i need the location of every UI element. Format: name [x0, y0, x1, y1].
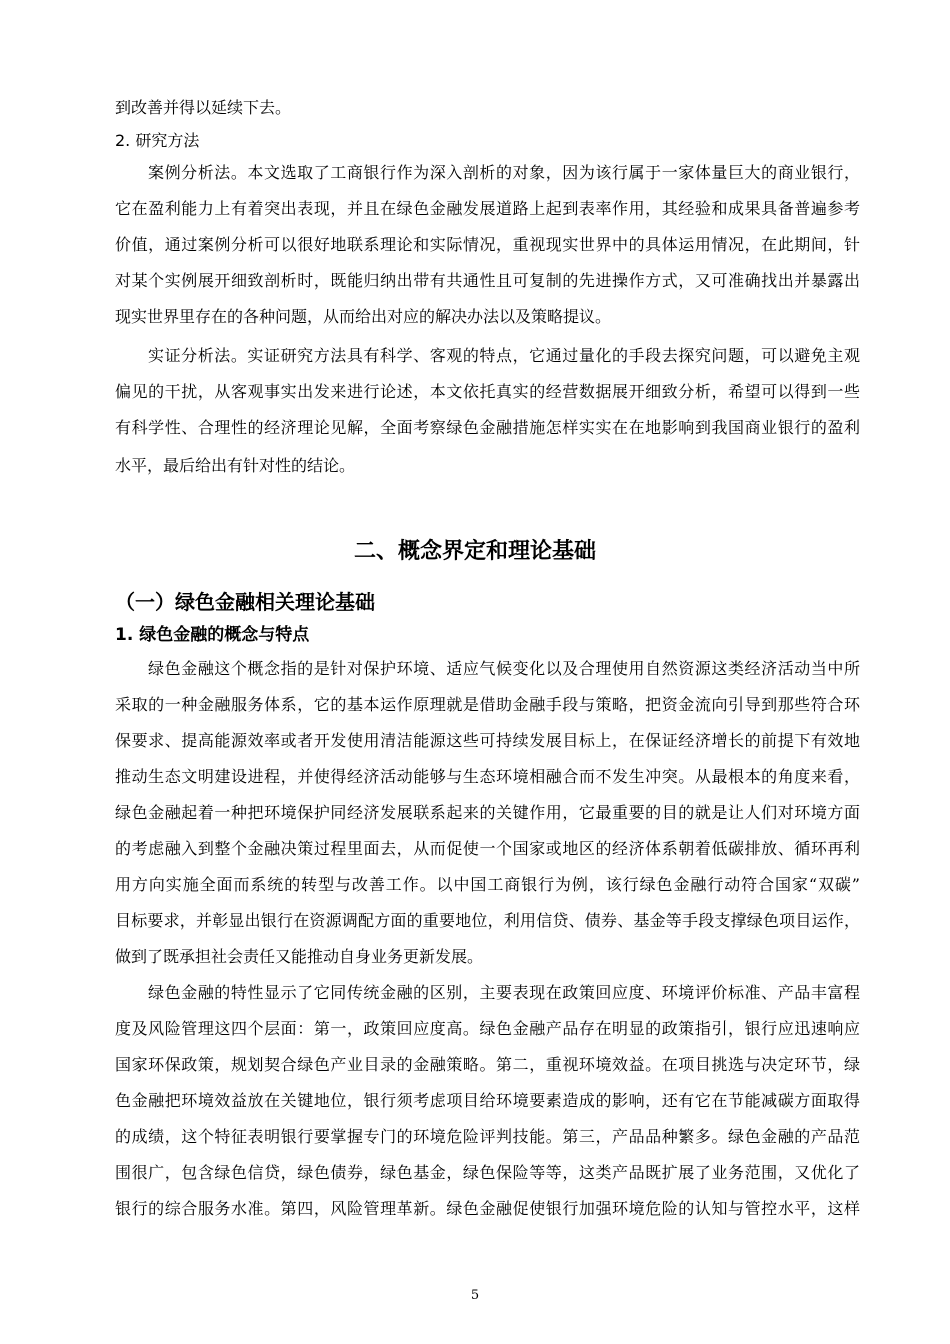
paragraph-line: 水平，最后给出有针对性的结论。	[115, 456, 356, 475]
paragraph-line: 绿色金融这个概念指的是针对保护环境、适应气候变化以及合理使用自然资源这类经济活动当中所	[148, 659, 860, 678]
paragraph-line: 色金融把环境效益放在关键地位，银行须考虑项目给环境要素造成的影响，还有它在节能减碳方面取得	[115, 1091, 860, 1110]
paragraph-line: 围很广，包含绿色信贷，绿色债券，绿色基金，绿色保险等等，这类产品既扩展了业务范围，又优化了	[115, 1163, 860, 1182]
paragraph-line: 目标要求，并彰显出银行在资源调配方面的重要地位，利用信贷、债券、基金等手段支撑绿色项目运作，	[115, 911, 860, 930]
paragraph-line: 做到了既承担社会责任又能推动自身业务更新发展。	[115, 947, 484, 966]
chapter-title: 二、概念界定和理论基础	[353, 539, 596, 564]
paragraph-line: 用方向实施全面而系统的转型与改善工作。以中国工商银行为例，该行绿色金融行动符合国家“双碳”	[115, 875, 860, 894]
subsection-title: 1. 绿色金融的概念与特点	[115, 625, 310, 645]
paragraph-line: 银行的综合服务水准。第四，风险管理革新。绿色金融促使银行加强环境危险的认知与管控水平，这样	[115, 1199, 860, 1218]
paragraph-line: 偏见的干扰，从客观事实出发来进行论述，本文依托真实的经营数据展开细致分析，希望可以得到一些	[115, 382, 860, 401]
paragraph-line: 绿色金融起着一种把环境保护同经济发展联系起来的关键作用，它最重要的目的就是让人们对环境方面	[115, 803, 860, 822]
paragraph-line: 的成绩，这个特征表明银行要掌握专门的环境危险评判技能。第三，产品品种繁多。绿色金融的产品范	[115, 1127, 860, 1146]
page-number: 5	[470, 1288, 480, 1303]
paragraph-line: 它在盈利能力上有着突出表现，并且在绿色金融发展道路上起到表率作用，其经验和成果具备普遍参考	[115, 199, 860, 218]
paragraph-line: 的考虑融入到整个金融决策过程里面去，从而促使一个国家或地区的经济体系朝着低碳排放、循环再利	[115, 839, 860, 858]
paragraph-line: 采取的一种金融服务体系，它的基本运作原理就是借助金融手段与策略，把资金流向引导到那些符合环	[115, 695, 860, 714]
paragraph-line: 国家环保政策，规划契合绿色产业目录的金融策略。第二，重视环境效益。在项目挑选与决定环节，绿	[115, 1055, 860, 1074]
paragraph-line: 现实世界里存在的各种问题，从而给出对应的解决办法以及策略提议。	[115, 307, 612, 326]
paragraph-line: 度及风险管理这四个层面：第一，政策回应度高。绿色金融产品存在明显的政策指引，银行应迅速响应	[115, 1019, 860, 1038]
paragraph-line: 保要求、提高能源效率或者开发使用清洁能源这些可持续发展目标上，在保证经济增长的前提下有效地	[115, 731, 860, 750]
section-heading-research-methods: 2. 研究方法	[115, 131, 200, 150]
paragraph-line: 绿色金融的特性显示了它同传统金融的区别，主要表现在政策回应度、环境评价标准、产品丰富程	[148, 983, 860, 1002]
paragraph-line: 推动生态文明建设进程，并使得经济活动能够与生态环境相融合而不发生冲突。从最根本的角度来看，	[115, 767, 860, 786]
paragraph-line: 对某个实例展开细致剖析时，既能归纳出带有共通性且可复制的先进操作方式，又可准确找出并暴露出	[115, 271, 860, 290]
paragraph-line: 到改善并得以延续下去。	[115, 98, 292, 117]
paragraph-line: 实证分析法。实证研究方法具有科学、客观的特点，它通过量化的手段去探究问题，可以避免主观	[148, 346, 860, 365]
paragraph-line: 案例分析法。本文选取了工商银行作为深入剖析的对象，因为该行属于一家体量巨大的商业银行，	[148, 163, 860, 182]
paragraph-line: 有科学性、合理性的经济理论见解，全面考察绿色金融措施怎样实实在在地影响到我国商业银行的盈利	[115, 418, 860, 437]
section-title: （一）绿色金融相关理论基础	[115, 590, 375, 614]
paragraph-line: 价值，通过案例分析可以很好地联系理论和实际情况，重视现实世界中的具体运用情况，在此期间，针	[115, 235, 860, 254]
